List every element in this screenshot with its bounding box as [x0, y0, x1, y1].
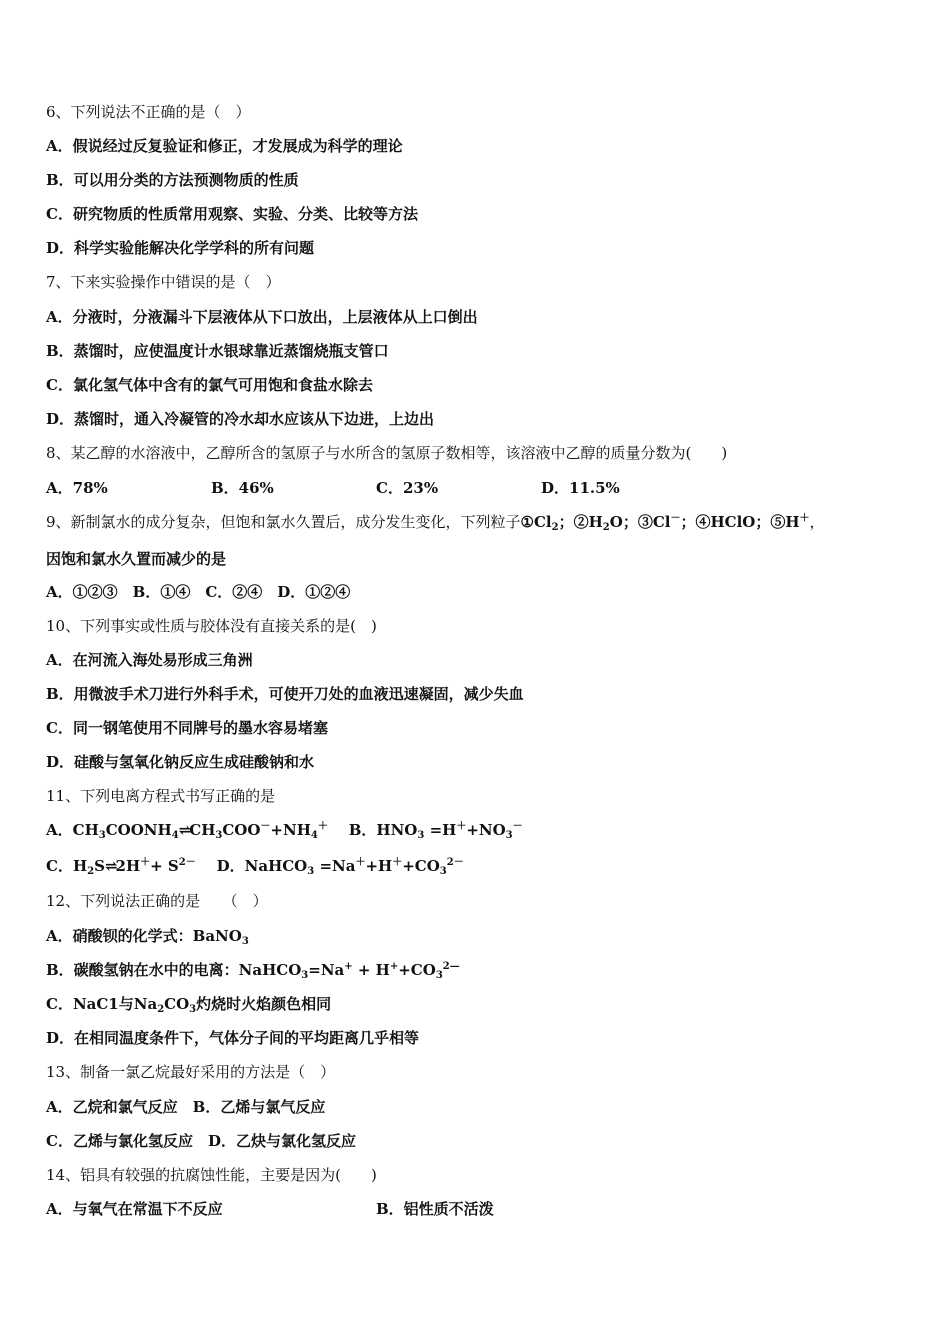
question-7-option-d: D．蒸馏时，通入冷凝管的冷水却水应该从下边进，上边出 [46, 410, 435, 428]
question-13-options-cd: C．乙烯与氯化氢反应 D．乙炔与氯化氢反应 [46, 1132, 356, 1150]
question-10-option-d: D．硅酸与氢氧化钠反应生成硅酸钠和水 [46, 753, 315, 771]
reversible-arrow-icon: ⇌ [104, 857, 116, 875]
question-14-option-b: B．铝性质不活泼 [376, 1200, 494, 1218]
question-13-options-ab: A．乙烷和氯气反应 B．乙烯与氯气反应 [46, 1098, 326, 1116]
question-12-option-a: A．硝酸钡的化学式：BaNO$_3$ [46, 927, 249, 947]
question-10-option-b: B．用微波手术刀进行外科手术，可使开刀处的血液迅速凝固，减少失血 [46, 685, 524, 703]
question-8-option-d: D．11.5% [541, 479, 620, 497]
question-9-particle-3: O；③Cl [609, 513, 671, 531]
question-9-options: A．①②③ B．①④ C．②④ D．①②④ [46, 583, 351, 601]
question-9-stem-line2: 因饱和氯水久置而减少的是 [46, 550, 227, 568]
question-10-option-a: A．在河流入海处易形成三角洲 [46, 651, 253, 669]
question-14-stem: 14、铝具有较强的抗腐蚀性能，主要是因为( ) [46, 1166, 377, 1184]
question-13-stem: 13、制备一氯乙烷最好采用的方法是（ ） [46, 1063, 336, 1081]
question-11-options-ab: A．$CH_3COONH_4\rightleftharpoons CH_3COO^-+NH_4^+$ B．$HNO_3 =H^++NO_3^-$ [46, 821, 523, 841]
question-6-option-d: D．科学实验能解决化学学科的所有问题 [46, 239, 315, 257]
question-7-stem: 7、下来实验操作中错误的是（ ） [46, 273, 281, 291]
question-8-option-a: A．78% [46, 479, 108, 497]
question-7-option-a: A．分液时，分液漏斗下层液体从下口放出，上层液体从上口倒出 [46, 308, 478, 326]
question-6-option-a: A．假说经过反复验证和修正，才发展成为科学的理论 [46, 137, 403, 155]
question-11-option-c-label: C． [46, 857, 73, 875]
question-6-stem: 6、下列说法不正确的是（ ） [46, 103, 251, 121]
question-10-stem: 10、下列事实或性质与胶体没有直接关系的是( ) [46, 617, 377, 635]
question-9-particle-2: ；②H [558, 513, 603, 531]
question-14-option-a: A．与氧气在常温下不反应 [46, 1200, 223, 1218]
question-8-option-c: C．23% [376, 479, 439, 497]
question-11-options-cd: C．$H_2S\rightleftharpoons 2H^++ S^{2-}$ D．NaHCO$_3$ $=Na^++H^++CO_3^{2-}$ [46, 857, 464, 877]
question-9-particle-1: ①Cl [520, 513, 552, 531]
question-12-option-c-text-end: 灼烧时火焰颜色相同 [196, 995, 332, 1013]
question-9-stem: 9、新制氯水的成分复杂，但饱和氯水久置后，成分发生变化，下列粒子$①Cl_2$；$②H_2O$；③Cl－；④HClO；⑤H＋， [46, 513, 825, 533]
question-11-option-d-label: D． [216, 857, 245, 875]
question-6-option-c: C．研究物质的性质常用观察、实验、分类、比较等方法 [46, 205, 418, 223]
question-12-stem: 12、下列说法正确的是 （ ） [46, 892, 268, 910]
question-12-option-a-text: A．硝酸钡的化学式：BaNO [46, 927, 242, 945]
question-11-stem: 11、下列电离方程式书写正确的是 [46, 787, 276, 805]
reversible-arrow-icon: ⇌ [178, 821, 190, 839]
question-12-option-b-text: B．碳酸氢钠在水中的电离：NaHCO [46, 961, 302, 979]
question-9-stem-end: ， [809, 513, 825, 531]
question-12-option-d: D．在相同温度条件下，气体分子间的平均距离几乎相等 [46, 1029, 420, 1047]
question-11-option-b-label: B． [348, 821, 377, 839]
question-8-stem: 8、某乙醇的水溶液中，乙醇所含的氢原子与水所含的氢原子数相等，该溶液中乙醇的质量分数为( ) [46, 444, 728, 462]
question-10-option-c: C．同一钢笔使用不同牌号的墨水容易堵塞 [46, 719, 328, 737]
question-9-stem-text: 9、新制氯水的成分复杂，但饱和氯水久置后，成分发生变化，下列粒子 [46, 513, 521, 531]
question-9-particle-4: ；④HClO；⑤H [680, 513, 800, 531]
question-6-option-b: B．可以用分类的方法预测物质的性质 [46, 171, 299, 189]
question-8-option-b: B．46% [211, 479, 274, 497]
question-12-option-b: B．碳酸氢钠在水中的电离：NaHCO$_3$=Na+ + $H^++CO_3^{2—}$ [46, 961, 460, 981]
question-12-option-c: C．NaC1与$Na_2CO_3$灼烧时火焰颜色相同 [46, 995, 332, 1015]
question-12-option-c-text: C．NaC1与Na [46, 995, 158, 1013]
question-7-option-c: C．氯化氢气体中含有的氯气可用饱和食盐水除去 [46, 376, 373, 394]
question-7-option-b: B．蒸馏时，应使温度计水银球靠近蒸馏烧瓶支管口 [46, 342, 389, 360]
question-11-option-a-label: A． [46, 821, 73, 839]
